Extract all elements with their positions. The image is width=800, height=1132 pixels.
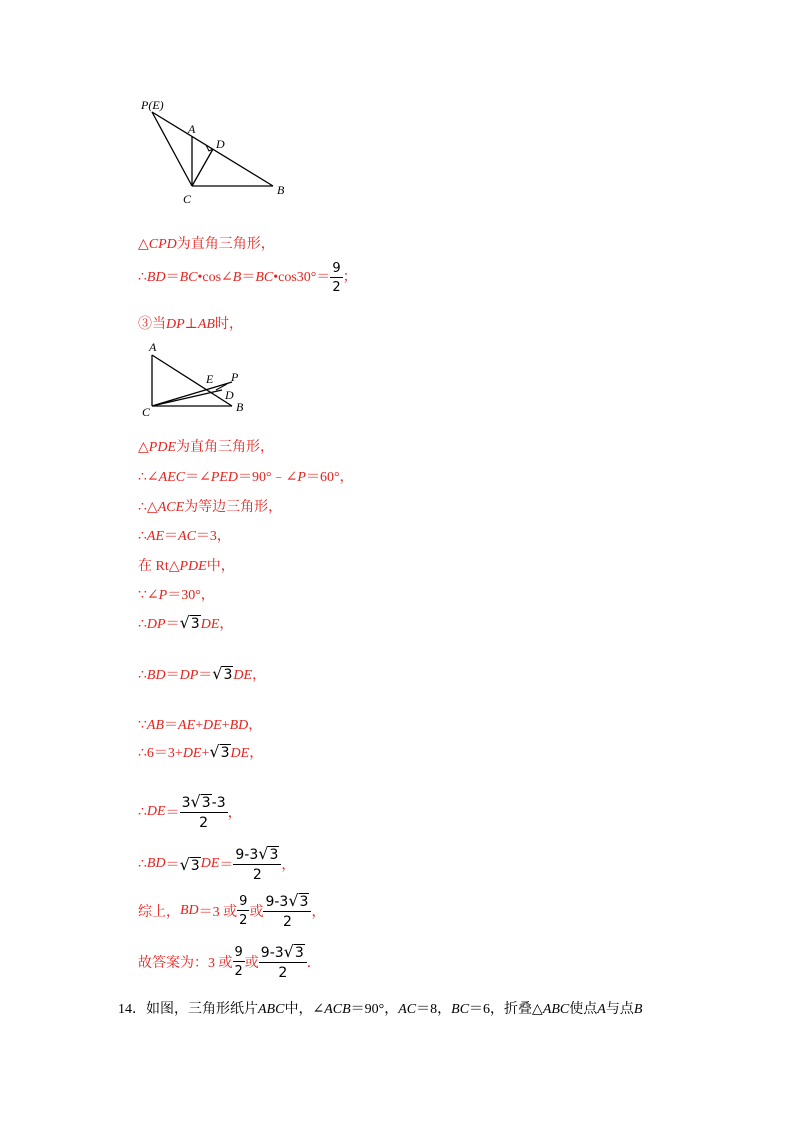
label-b: B xyxy=(277,183,285,197)
sqrt-3: √3 xyxy=(179,854,200,874)
line-4: △PDE为直角三角形， xyxy=(138,440,274,455)
line-17: 故答案为：3 或 $\frac{9}{2}$ 或 $\frac{9-3√3}{2}$ ． xyxy=(138,942,321,981)
line-12: ∵AB＝AE+DE+BD， xyxy=(138,718,263,733)
line-16: 综上，BD＝3 或 $\frac{9}{2}$ 或 $\frac{9-3√3}{2}$ ， xyxy=(138,891,326,930)
line-10: ∴DP＝√3DE， xyxy=(138,613,234,632)
fig2-label-d: D xyxy=(225,388,234,402)
line-14: ∴DE＝ $\frac{3√3-3}{2}$ ， xyxy=(138,792,242,831)
label-a: A xyxy=(188,122,196,136)
fig2-label-p: P xyxy=(231,370,239,384)
line-9: ∵∠P＝30°， xyxy=(138,588,215,603)
fraction-9-minus-3sqrt3-over-2: $\frac{9-3√3}{2}$ xyxy=(233,846,281,882)
fig2-label-b: B xyxy=(236,400,244,414)
fraction-3sqrt3-minus-3-over-2: $\frac{3√3-3}{2}$ xyxy=(181,792,226,831)
line-11: ∴BD＝DP＝√3DE， xyxy=(138,664,267,683)
line-5: ∴∠AEC＝∠PED＝90°﹣∠P＝60°， xyxy=(138,470,354,485)
sqrt-3: √3 xyxy=(179,613,200,632)
line-13: ∴6＝3+DE+√3DE， xyxy=(138,742,264,761)
label-c: C xyxy=(183,192,192,206)
fraction-9-minus-3sqrt3-over-2: $\frac{9-3√3}{2}$ xyxy=(259,944,307,980)
question-14: 14．如图，三角形纸片ABC中，∠ACB＝90°，AC＝8，BC＝6，折叠△ABC使点A与点B xyxy=(118,1002,643,1017)
line-1: △CPD为直角三角形， xyxy=(138,237,275,252)
fraction-9-over-2: $\frac{9}{2}$ xyxy=(234,945,243,979)
figure-triangle-pe xyxy=(136,94,296,206)
label-pe: P(E) xyxy=(141,98,164,112)
line-7: ∴AE＝AC＝3， xyxy=(138,529,231,544)
line-15: ∴BD＝√3DE＝ $\frac{9-3√3}{2}$ ， xyxy=(138,844,296,883)
fraction-9-minus-3sqrt3-over-2: $\frac{9-3√3}{2}$ xyxy=(263,893,311,929)
fig2-label-c: C xyxy=(142,405,151,419)
line-8: 在 Rt△PDE中， xyxy=(138,559,235,574)
sqrt-3: √3 xyxy=(212,664,233,683)
line-3: ③当DP⊥AB时， xyxy=(138,317,243,332)
fig2-label-e: E xyxy=(206,372,214,386)
figure-triangle-perp xyxy=(140,340,255,420)
line-6: ∴△ACE为等边三角形， xyxy=(138,500,283,515)
fig2-label-a: A xyxy=(149,340,157,354)
fraction-9-over-2: $\frac{9}{2}$ xyxy=(332,261,341,295)
sqrt-3: √3 xyxy=(209,742,230,761)
fraction-9-over-2: $\frac{9}{2}$ xyxy=(239,894,248,928)
line-2: ∴BD＝BC•cos∠B＝BC•cos30°＝ $\frac{9}{2}$ ； xyxy=(138,261,357,295)
label-d: D xyxy=(216,137,225,151)
